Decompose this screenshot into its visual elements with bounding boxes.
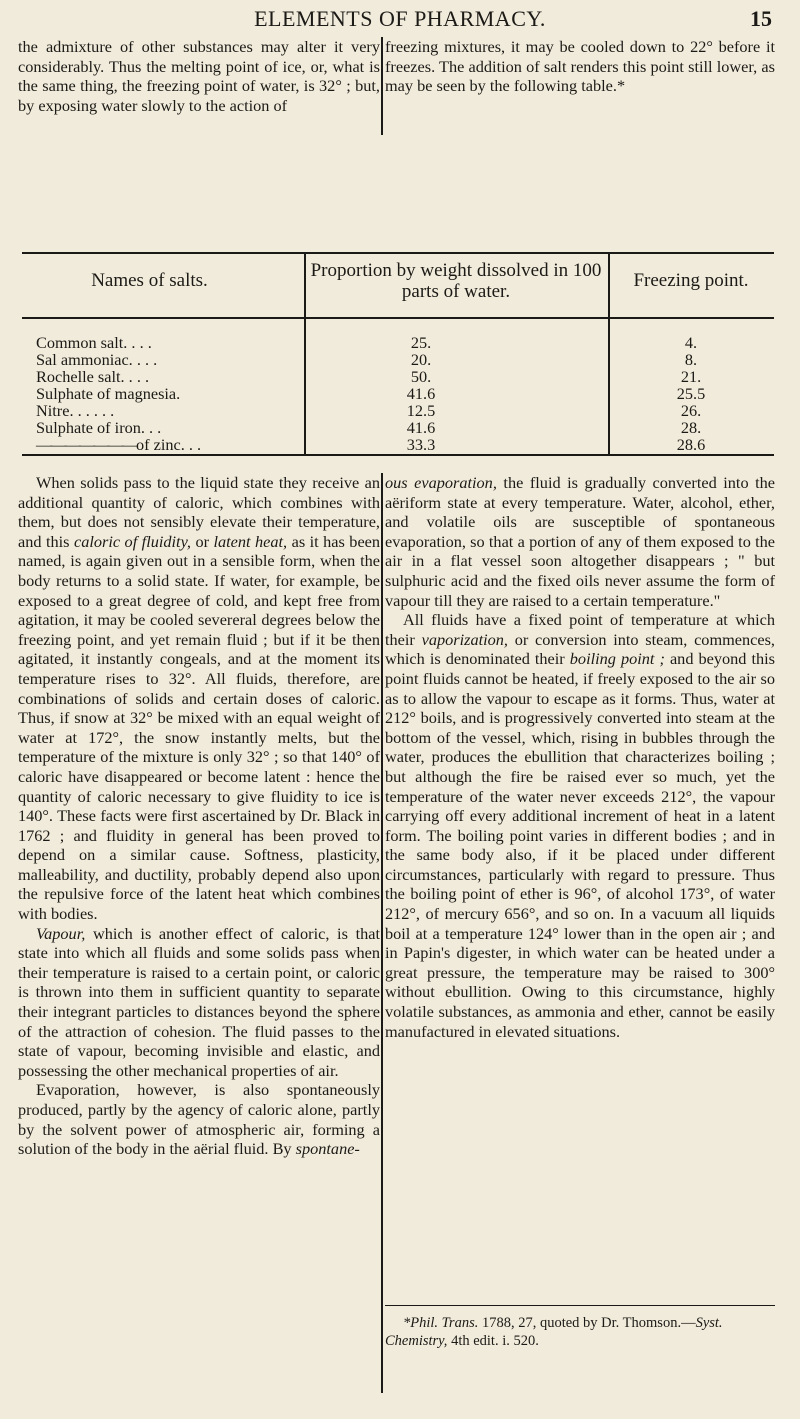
table-cell-freezing: 4. xyxy=(684,333,698,352)
table-cell-name: Rochelle salt. . . . xyxy=(36,367,150,386)
table-cell-freezing: 8. xyxy=(684,350,698,369)
table-cell-freezing: 28. xyxy=(680,418,702,437)
top-left-paragraph: the admixture of other substances may alter it very considerably. Thus the melting point of ice, or, what is the same thing, the freezing point of water, is 32° ; but, by exposing water slowly to the action of xyxy=(18,37,380,115)
salt-names-column xyxy=(36,334,286,453)
table-cell-proportion: 41.6 xyxy=(406,418,436,437)
text-run: and beyond this point fluids cannot be heated, if freely exposed to the air so as to allow the vapour to escape as it forms. Thus, water at 212° boils, and is progressively converted into steam at the bottom of the vessel, which, rising in bubbles through the water, produces the ebullition that characterizes boiling ; but although the fire be raised ever so much, yet the temperature of the water never exceeds 212°, the vapour carrying off every additional increment of heat in a latent form. The boiling point varies in different bodies ; and in the same body also, if it be placed under different circumstances, particularly with regard to pressure. Thus the boiling point of ether is 96°, of alcohol 173°, of water 212°, of mercury 656°, and so on. In a vacuum all liquids boil at a temperature 124° lower than in the open air ; and in Papin's digester, in which water can be heated under a great pressure, the temperature may be raised to 300° without ebullition. Owing to this circumstance, highly volatile substances, as ammonia and ether, cannot be easily manufactured in elevated situations. xyxy=(385,649,776,1041)
italic-term: caloric of fluidity, xyxy=(73,531,191,551)
freezing-point-column xyxy=(608,334,774,453)
table-cell-proportion: 41.6 xyxy=(406,384,436,403)
proportion-column xyxy=(304,334,608,453)
italic-term: latent heat, xyxy=(213,531,288,551)
table-cell-name: Sal ammoniac. . . . xyxy=(36,350,158,369)
italic-citation: Syst. Chemistry, xyxy=(385,1315,723,1349)
paragraph-vapour xyxy=(18,924,380,1081)
paragraph-spontaneous-evaporation xyxy=(385,473,775,610)
italic-term: ous evaporation, xyxy=(385,473,497,492)
text-run: Evaporation, however, is also spontaneously produced, partly by the agency of caloric alone, partly by the solvent power of atmospheric air, forming a solution of the body in the aërial fluid. By xyxy=(18,1080,380,1159)
running-head: ELEMENTS OF PHARMACY. xyxy=(254,6,546,31)
top-left-column xyxy=(18,37,380,115)
footnote-text xyxy=(385,1314,775,1350)
text-run: When solids pass to the liquid state they receive an additional quantity of caloric, which combines with them, but does not sensibly elevate their temperature, and this xyxy=(18,473,380,551)
table-cell-name: Common salt. . . . xyxy=(36,333,152,352)
table-cell-freezing: 25.5 xyxy=(676,384,706,403)
page-number: 15 xyxy=(750,6,772,31)
text-run: as it has been named, is again given out in a sensible form, when the body returns to a solid state. If water, for example, be exposed to a great degree of cold, and kept free from agitation, it may be cooled severeral degrees below the freezing point, and yet remain fluid ; but if it be then agitated, it instantly congeals, and at the moment its temperature rises to 32°. All fluids, therefore, are combinations of solids and certain doses of caloric. Thus, if snow at 32° be mixed with an equal weight of water at 172°, the snow instantly melts, but the temperature of the mixture is only 32° ; so that 140° of caloric have disappeared or become latent : hence the quantity of caloric necessary to give fluidity to ice is 140°. These facts were first ascertained by Dr. Black in 1762 ; and fluidity in general has been proved to depend on a similar cause. Softness, plasticity, malleability, and ductility, probably depend also upon the repulsive force of the latent heat which combines with bodies. xyxy=(18,531,381,924)
table-cell-freezing: 21. xyxy=(680,367,702,386)
top-column-divider xyxy=(381,37,383,135)
italic-term: vaporization, xyxy=(421,629,508,649)
text-run: or xyxy=(190,531,214,551)
text-run: 1788, 27, quoted by Dr. Thomson.— xyxy=(478,1315,696,1331)
text-run: 4th edit. i. 520. xyxy=(447,1333,539,1349)
paragraph-latent-heat xyxy=(18,473,380,924)
text-run: the fluid is gradually converted into the aëriform state at every temperature. Water, alcohol, ether, and volatile oils are susceptible of spontaneous evaporation, so that a portion of any of them exposed to the air in a flat vessel soon altogether disappears ; " but sulphuric acid and the fixed oils never assume the form of vapour till they are raised to a certain temperature." xyxy=(385,473,776,610)
italic-term: Vapour, xyxy=(36,923,86,943)
right-column xyxy=(385,473,775,1041)
table-cell-name: Sulphate of magnesia. xyxy=(36,384,181,403)
italic-citation: *Phil. Trans. xyxy=(403,1315,479,1331)
table-cell-proportion: 12.5 xyxy=(406,401,436,420)
table-cell-freezing: 26. xyxy=(680,401,702,420)
text-run: which is another effect of caloric, is that state into which all fluids and some solids pass when their temperature is raised to a certain point, or caloric is thrown into them in sufficient quantity to separate their integrant particles to distances beyond the sphere of the attraction of cohesion. The fluid passes to the state of vapour, becoming invisible and elastic, and possessing the other mechanical properties of air. xyxy=(18,923,380,1080)
italic-term: spontane- xyxy=(295,1139,360,1159)
top-right-column xyxy=(385,37,775,96)
left-column xyxy=(18,473,380,1159)
table-cell-name: Sulphate of iron. . . xyxy=(36,418,162,437)
table-cell-freezing: 28.6 xyxy=(676,435,706,454)
table-cell-name xyxy=(36,436,286,453)
text-run: All fluids have a fixed point of temperature at which their xyxy=(385,610,775,649)
table-cell-proportion: 50. xyxy=(410,367,432,386)
freezing-point-table xyxy=(22,252,774,456)
table-cell-name-text: of zinc. . . xyxy=(135,435,202,454)
table-cell-name: Nitre. . . . . . xyxy=(36,401,115,420)
table-header-rule xyxy=(22,317,774,319)
italic-term: boiling point ; xyxy=(569,649,665,669)
paragraph-evaporation xyxy=(18,1080,380,1158)
header-names-of-salts: Names of salts. xyxy=(91,270,208,291)
table-cell-proportion: 25. xyxy=(410,333,432,352)
footnote xyxy=(385,1305,775,1350)
table-cell-proportion: 33.3 xyxy=(406,435,436,454)
header-proportion: Proportion by weight dissolved in 100 parts of water. xyxy=(310,260,602,302)
table-cell-proportion: 20. xyxy=(410,350,432,369)
top-right-paragraph: freezing mixtures, it may be cooled down to 22° before it freezes. The addition of salt renders this point still lower, as may be seen by the following table.* xyxy=(385,37,775,96)
column-divider xyxy=(381,473,383,1393)
text-run: or conversion into steam, commences, which is denominated their xyxy=(385,629,776,669)
paragraph-boiling-point xyxy=(385,610,775,1041)
header-freezing-point: Freezing point. xyxy=(633,270,749,291)
